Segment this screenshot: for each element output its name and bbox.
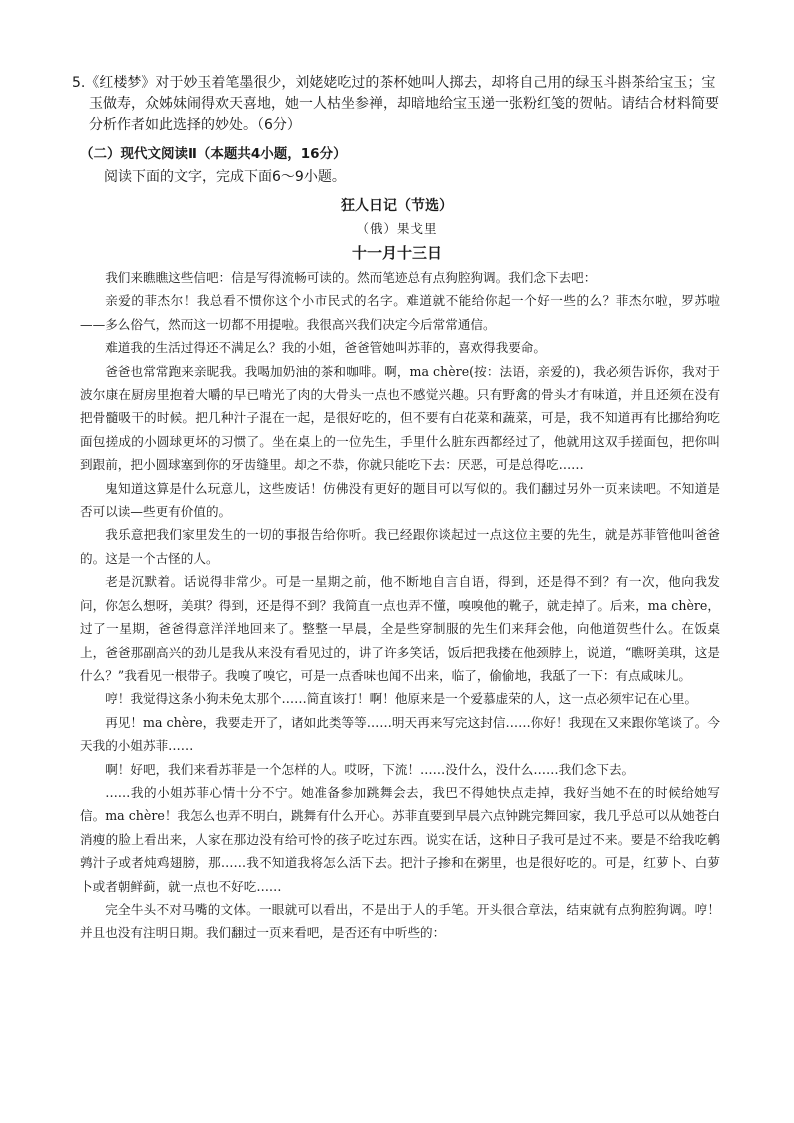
section-heading: （二）现代文阅读Ⅱ（本题共4小题，16分） <box>80 146 347 162</box>
reading-instruction: 阅读下面的文字，完成下面6～9小题。 <box>104 169 346 185</box>
paragraph: 哼！我觉得这条小狗未免太那个……简直该打！啊！他原来是一个爱慕虚荣的人，这一点必须牢记在心里。 <box>105 691 698 707</box>
paragraph: 我乐意把我们家里发生的一切的事报告给你听。我已经跟你谈起过一点这位主要的先生，就是苏菲管他叫爸爸的。这是一个古怪的人。 <box>80 527 720 566</box>
paragraph: 亲爱的菲杰尔！我总看不惯你这个小市民式的名字。难道就不能给你起一个好一些的么？菲杰尔啦，罗苏啦——多么俗气，然而这一切都不用提啦。我很高兴我们决定今后常常通信。 <box>80 293 720 332</box>
paragraph: 我们来瞧瞧这些信吧：信是写得流畅可读的。然而笔迹总有点狗腔狗调。我们念下去吧： <box>105 270 597 285</box>
paragraph: 啊！好吧，我们来看苏菲是一个怎样的人。哎呀，下流！……没什么，没什么……我们念下去。 <box>105 761 635 777</box>
diary-date: 十一月十三日 <box>351 244 442 262</box>
paragraph: 完全牛头不对马嘴的文体。一眼就可以看出，不是出于人的手笔。开头很合章法，结束就有点狗腔狗调。哼！并且也没有注明日期。我们翻过一页来看吧，是否还有中听些的： <box>80 901 720 941</box>
article-title: 狂人日记（节选） <box>341 198 453 214</box>
question-5: 5.《红楼梦》对于妙玉着笔墨很少，刘姥姥吃过的茶杯她叫人掷去，却将自己用的绿玉斗斟茶给宝玉；宝玉做寿，众姊妹闹得欢天喜地，她一人枯坐参禅，却暗地给宝玉递一张粉红笺的贺帖。请结合材料简要分析作者如此选择的妙处。（6分） <box>72 75 719 133</box>
paragraph: 鬼知道这算是什么玩意儿，这些废话！仿佛没有更好的题目可以写似的。我们翻过另外一页来读吧。不知道是否可以读—些更有价值的。 <box>80 480 720 520</box>
paragraph: 难道我的生活过得还不满足么？我的小姐，爸爸管她叫苏菲的，喜欢得我要命。 <box>105 340 546 356</box>
paragraph: 再见！ma chère，我要走开了，诸如此类等等……明天再来写完这封信……你好！我现在又来跟你笔谈了。今天我的小姐苏菲…… <box>80 714 720 754</box>
article-author: （俄）果戈里 <box>356 221 438 236</box>
paragraph: 老是沉默着。话说得非常少。可是一星期之前，他不断地自言自语，得到，还是得不到？有一次，他向我发问，你怎么想呀，美琪？得到，还是得不到？我简直一点也弄不懂，嗅嗅他的靴子，就走掉了。后来，ma chère，过了一星期，爸爸得意洋洋地回来了。整整一早晨，全是些穿制服的先生们来拜会他，向他道贺些什么。在饭桌上，爸爸那副高兴的劲儿是我从来没有看见过的，讲了许多笑话，饭后把我搂在他颈脖上，说道，“瞧呀美琪，这是什么？”我看见一根带子。我嗅了嗅它，可是一点香味也闻不出来，临了，偷偷地，我舐了一下：有点咸味儿。 <box>80 574 720 683</box>
paragraph: 爸爸也常常跑来亲昵我。我喝加奶油的茶和咖啡。啊，ma chère(按：法语，亲爱的)，我必须告诉你，我对于波尔康在厨房里抱着大嚼的早已啃光了肉的大骨头一点也不感觉兴趣。只有野禽的骨头才有味道，并且还须在没有把骨髓吸干的时候。把几种汁子混在一起，是很好吃的，但不要有白花菜和蔬菜，可是，我不知道再有比挪给狗吃面包搓成的小圆球更坏的习惯了。坐在桌上的一位先生，手里什么脏东西都经过了，他就用这双手搓面包，把你叫到跟前，把小圆球塞到你的牙齿缝里。却之不恭，你就只能吃下去：厌恶，可是总得吃…… <box>80 363 720 473</box>
paragraph: ……我的小姐苏菲心情十分不宁。她准备参加跳舞会去，我巴不得她快点走掉，我好当她不在的时候给她写信。ma chère！我怎么也弄不明白，跳舞有什么开心。苏菲直要到早晨六点钟跳完舞回家，我几乎总可以从她苍白消瘦的脸上看出来，人家在那边没有给可怜的孩子吃过东西。说实在话，这种日子我可是过不来。要是不给我吃鹌鹑汁子或者炖鸡翅膀，那……我不知道我将怎么活下去。把汁子掺和在粥里，也是很好吃的。可是，红萝卜、白萝卜或者朝鲜蓟，就一点也不好吃…… <box>80 784 720 894</box>
article-body <box>80 266 720 945</box>
